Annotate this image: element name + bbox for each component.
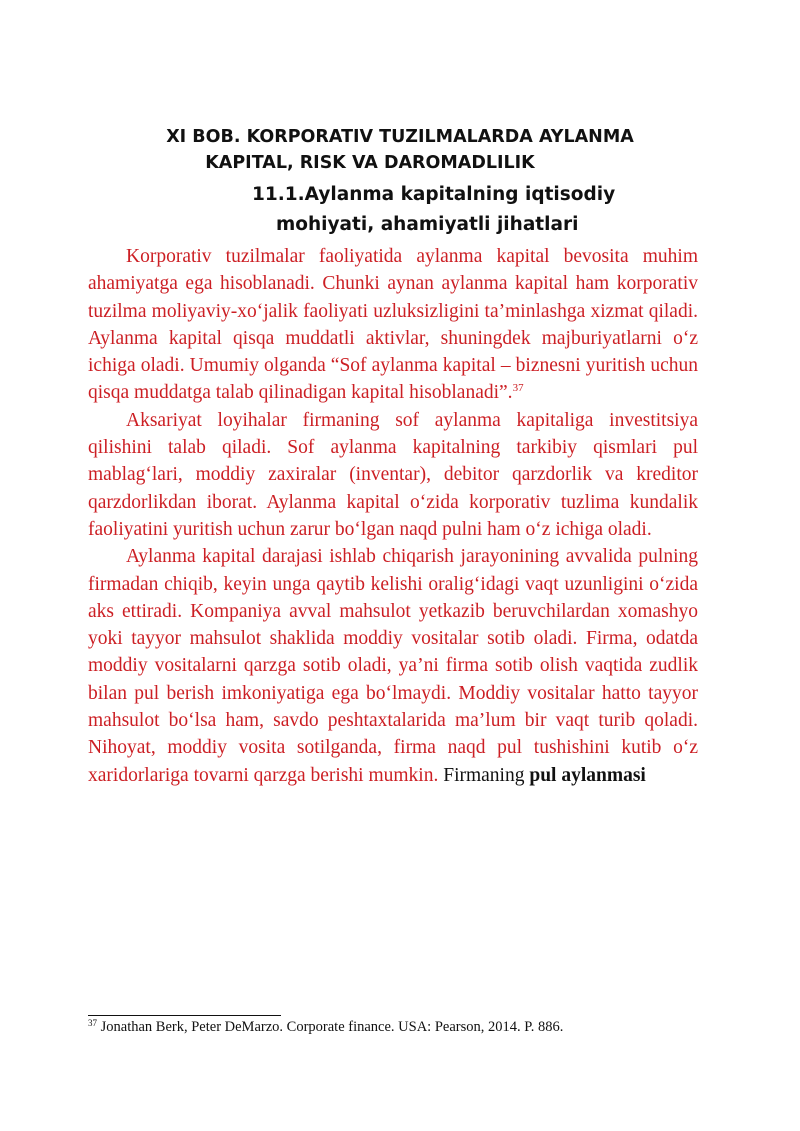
footnote-text: Jonathan Berk, Peter DeMarzo. Corporate finance. USA: Pearson, 2014. P. 886. (97, 1019, 564, 1035)
footnote-number: 37 (88, 1018, 97, 1028)
section-title-line-2: mohiyati, ahamiyatli jihatlari (276, 214, 579, 235)
paragraph-3-text: Aylanma kapital darajasi ishlab chiqarish jarayonining avvalida pulning firmadan chiqib, keyin unga qaytib kelishi oralig‘idagi vaqt uzunligini o‘zida aks ettiradi. Kompaniya avval mahsulot yetkazib beruvchilardan xomashyo yoki tayyor mahsulot shaklida moddiy vositalar sotib oladi. Firma, odatda moddiy vositalarni qarzga sotib oladi, ya’ni firma sotib olish vaqtida zudlik bilan pul berish imkoniyatiga ega bo‘lmaydi. Moddiy vositalar hatto tayyor mahsulot bo‘lsa ham, savdo peshtaxtalarida ma’lum bir vaqt turib qoladi. Nihoyat, moddiy vosita sotilganda, firma naqd pul tushishini kutib o‘z xaridorlariga tovarni qarzga berishi mumkin. (88, 546, 698, 786)
paragraph-3-tail-bold: pul aylanmasi (529, 764, 646, 786)
paragraph-1 (88, 243, 698, 407)
paragraph-1-text: Korporativ tuzilmalar faoliyatida aylanma kapital bevosita muhim ahamiyatga ega hisoblanadi. Chunki aynan aylanma kapital ham korporativ tuzilma moliyaviy-xo‘jalik faoliyati uzluksizligini ta’minlashga xizmat qiladi. Aylanma kapital qisqa muddatli aktivlar, shuningdek majburiyatlarni o‘z ichiga oladi. Umumiy olganda “Sof aylanma kapital – biznesni yuritish uchun qisqa muddatga talab qilinadigan kapital hisoblanadi”. (88, 246, 698, 404)
section-title (0, 180, 800, 240)
section-title-line-1: 11.1.Aylanma kapitalning iqtisodiy (252, 184, 616, 205)
paragraph-3 (88, 543, 698, 789)
footnote (88, 1018, 708, 1036)
footnote-reference: 37 (512, 382, 524, 395)
paragraph-3-tail: Firmaning (438, 764, 530, 786)
chapter-title (0, 124, 800, 176)
chapter-title-line-2: KAPITAL, RISK VA DAROMADLILIK (205, 153, 535, 173)
paragraph-2: Aksariyat loyihalar firmaning sof aylanma kapitaliga investitsiya qilishini talab qiladi. Sof aylanma kapitalning tarkibiy qismlari pul mablag‘lari, moddiy zaxiralar (inventar), debitor qarzdorlik va kreditor qarzdorlikdan iborat. Aylanma kapital o‘zida korporativ tuzlima kundalik faoliyatini yuritish uchun zarur bo‘lgan naqd pulni ham o‘z ichiga oladi. (88, 409, 698, 540)
footnote-divider (88, 1015, 281, 1016)
chapter-title-line-1: XI BOB. KORPORATIV TUZILMALARDA AYLANMA (166, 127, 634, 147)
body-text (88, 243, 698, 789)
